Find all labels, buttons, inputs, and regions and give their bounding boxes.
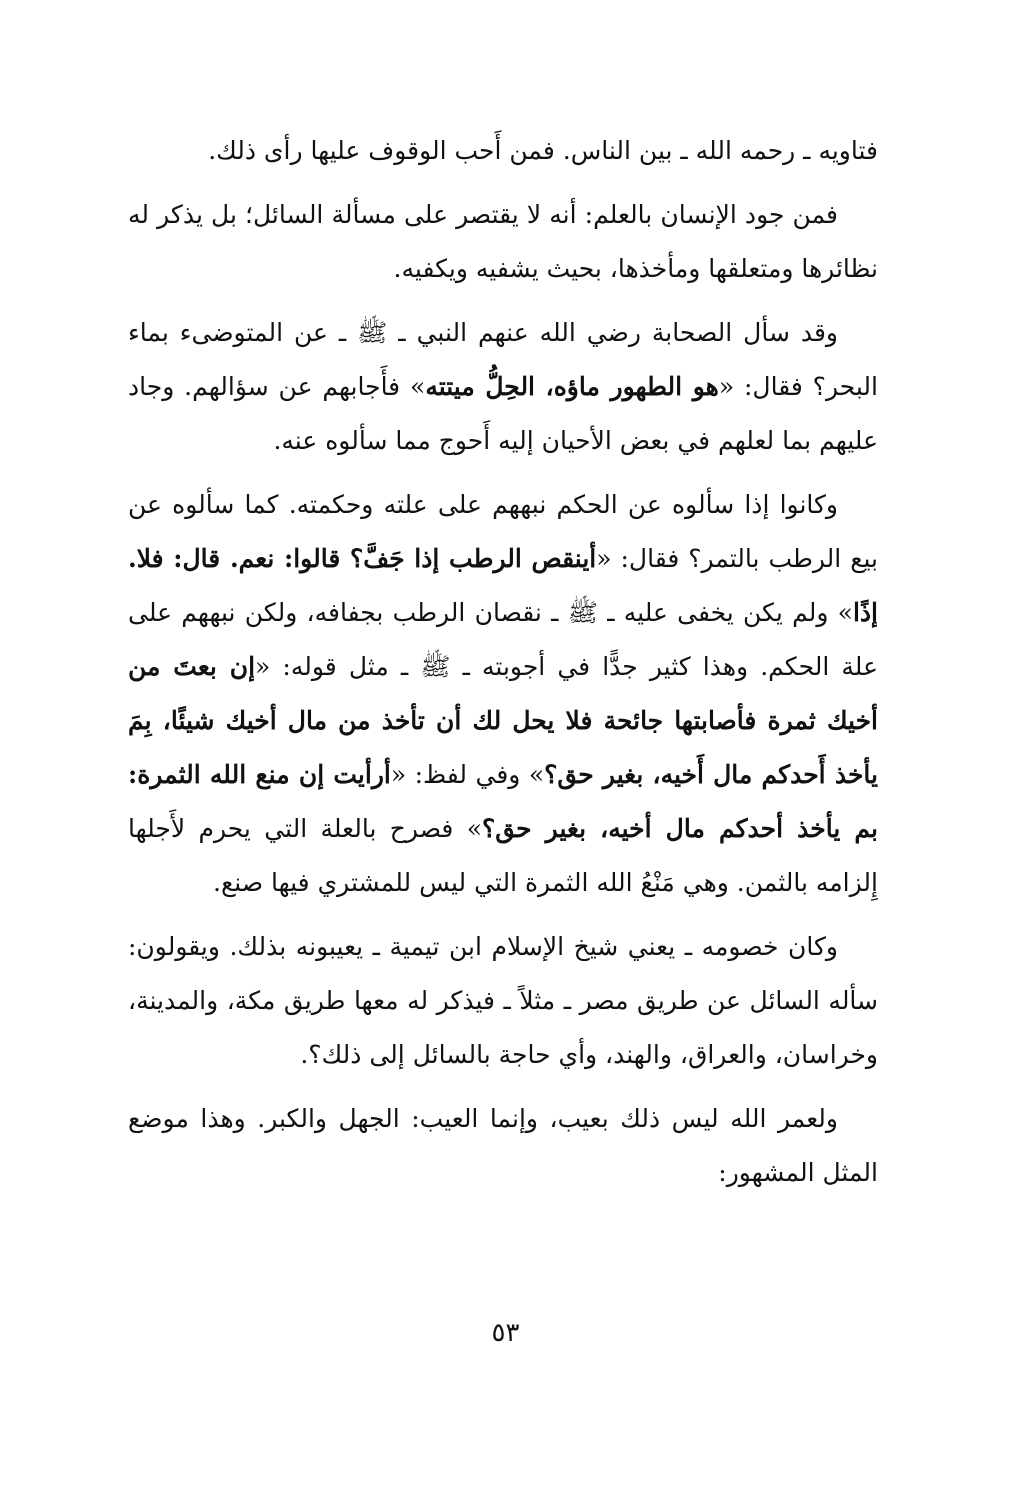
paragraph-4-text-3: » وفي لفظ: « <box>390 760 545 789</box>
paragraph-3-text-1: وقد سأل الصحابة رضي الله عنهم النبي ـ ﷺ ـ عن المتوضىء بماء البحر؟ فقال: « <box>128 318 878 401</box>
hadith-quote-2: أينقص الرطب إذا جَفَّ؟ قالوا: نعم. قال: فلا. إذًا <box>128 544 878 627</box>
paragraph-4-text-1: وكانوا إذا سألوه عن الحكم نبههم على علته وحكمته. كما سألوه عن بيع الرطب بالتمر؟ فقال: « <box>128 490 878 573</box>
paragraph-3 <box>128 306 878 468</box>
paragraph-4-text-2: » ولم يكن يخفى عليه ـ ﷺ ـ نقصان الرطب بجفافه، ولكن نبههم على علة الحكم. وهذا كثير جدًّا في أجوبته ـ ﷺ ـ مثل قوله: « <box>128 598 878 681</box>
hadith-quote-4: أرأيت إن منع الله الثمرة: بم يأخذ أحدكم مال أخيه، بغير حق؟ <box>128 760 878 843</box>
paragraph-6-text: ولعمر الله ليس ذلك بعيب، وإنما العيب: الجهل والكبر. وهذا موضع المثل المشهور: <box>128 1104 878 1187</box>
paragraph-5-text: وكان خصومه ـ يعني شيخ الإسلام ابن تيمية ـ يعيبونه بذلك. ويقولون: سأله السائل عن طريق مصر ـ مثلاً ـ فيذكر له معها طريق مكة، والمدينة، وخراسان، والعراق، والهند، وأي حاجة بالسائل إلى ذلك؟. <box>128 932 878 1069</box>
page-number: ٥٣ <box>491 1318 520 1348</box>
paragraph-1 <box>128 124 878 178</box>
paragraph-2-text: فمن جود الإنسان بالعلم: أنه لا يقتصر على مسألة السائل؛ بل يذكر له نظائرها ومتعلقها ومأخذها، بحيث يشفيه ويكفيه. <box>128 200 878 283</box>
paragraph-4-text-4: » فصرح بالعلة التي يحرم لأَجلها إِلزامه بالثمن. وهي مَنْعُ الله الثمرة التي ليس للمشتري فيها صنع. <box>128 814 878 897</box>
page-body <box>128 124 878 1210</box>
paragraph-4 <box>128 478 878 910</box>
paragraph-1-text: فتاويه ـ رحمه الله ـ بين الناس. فمن أَحب الوقوف عليها رأى ذلك. <box>208 136 878 165</box>
paragraph-5 <box>128 920 878 1082</box>
hadith-quote-3: إن بعتَ من أخيك ثمرة فأصابتها جائحة فلا يحل لك أن تأخذ من مال أخيك شيئًا، بِمَ يأخذ أَحدكم مال أَخيه، بغير حق؟ <box>128 652 878 789</box>
paragraph-2 <box>128 188 878 296</box>
paragraph-6 <box>128 1092 878 1200</box>
hadith-quote-1: هو الطهور ماؤه، الحِلُّ ميتته <box>425 372 719 401</box>
paragraph-3-text-2: » فأَجابهم عن سؤالهم. وجاد عليهم بما لعلهم في بعض الأحيان إليه أَحوج مما سألوه عنه. <box>128 372 878 455</box>
